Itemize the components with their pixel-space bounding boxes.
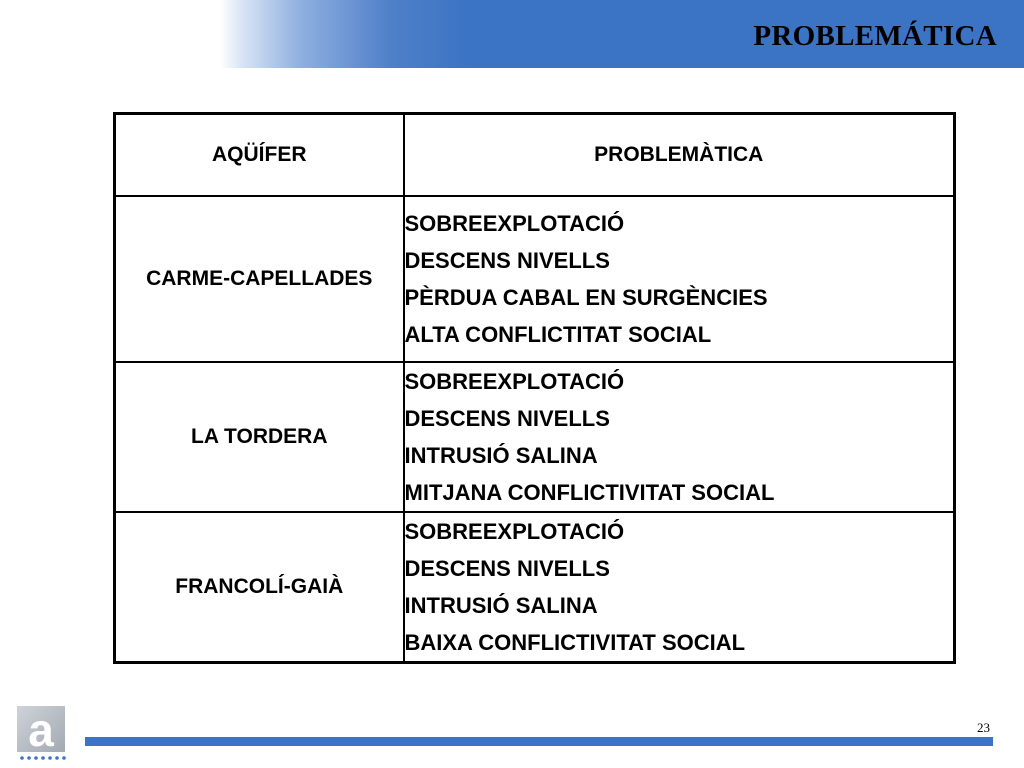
header-problem: PROBLEMÀTICA — [404, 114, 955, 197]
problem-item: SOBREEXPLOTACIÓ — [404, 519, 625, 544]
problem-item: PÈRDUA CABAL EN SURGÈNCIES — [404, 285, 768, 310]
table-row — [115, 512, 955, 663]
problem-item: MITJANA CONFLICTIVITAT SOCIAL — [404, 480, 775, 505]
problem-item: ALTA CONFLICTITAT SOCIAL — [404, 322, 712, 347]
aquifer-problems-table — [113, 112, 956, 664]
problem-list — [404, 196, 955, 362]
table-row — [115, 196, 955, 362]
problem-item: INTRUSIÓ SALINA — [404, 443, 598, 468]
table-row — [115, 362, 955, 512]
aquifer-name: FRANCOLÍ-GAIÀ — [115, 512, 404, 663]
svg-text:a: a — [28, 705, 54, 756]
letter-a-logo-icon — [16, 705, 68, 763]
problem-item: BAIXA CONFLICTIVITAT SOCIAL — [404, 630, 746, 655]
problem-list — [404, 512, 955, 663]
slide-title: PROBLEMÁTICA — [753, 20, 997, 52]
aquifer-name: CARME-CAPELLADES — [115, 196, 404, 362]
problem-item: SOBREEXPLOTACIÓ — [404, 369, 625, 394]
aquifer-name: LA TORDERA — [115, 362, 404, 512]
problem-item: DESCENS NIVELLS — [404, 556, 610, 581]
page-number: 23 — [977, 720, 990, 735]
table-header-row — [115, 114, 955, 197]
problem-list — [404, 362, 955, 512]
problem-item: DESCENS NIVELLS — [404, 406, 610, 431]
problem-item: INTRUSIÓ SALINA — [404, 593, 598, 618]
problem-item: DESCENS NIVELLS — [404, 248, 610, 273]
header-aquifer: AQÜÍFER — [115, 114, 404, 197]
problem-item: SOBREEXPLOTACIÓ — [404, 211, 625, 236]
footer-bar — [85, 737, 993, 746]
